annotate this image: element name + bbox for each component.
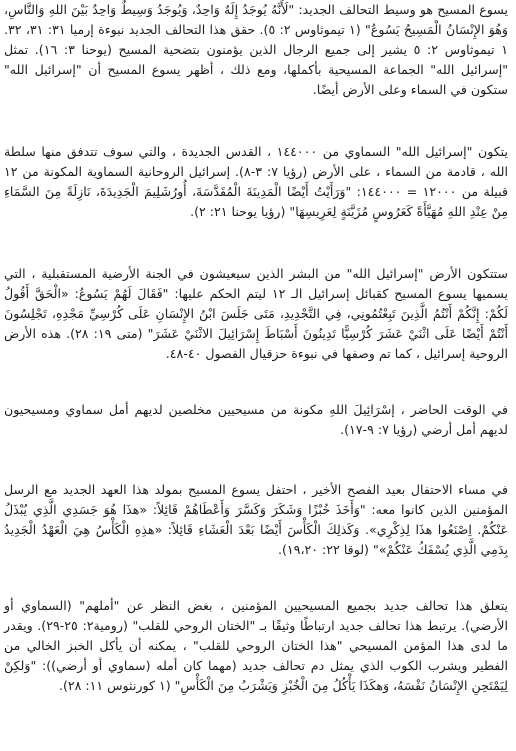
paragraph-last-passover: في مساء الاحتفال بعيد الفصح الأخير ، احتفل يسوع المسيح بمولد هذا العهد الجديد مع الرسل المؤمنين الذين كانوا معه: "وَأَخَذَ خُبْزًا وَشَكَرَ وَكَسَّرَ وَأَعْطَاهُمْ قَائِلاً: «هذَا هُوَ جَسَدِي الَّذِي يُبْذَلُ عَنْكُمْ. اِصْنَعُوا هذَا لِذِكْرِي». وَكَذلِكَ الْكَأْسَ أَيْضًا بَعْدَ الْعَشَاءِ قَائِلاً: «هذِهِ الْكَأْسُ هِيَ الْعَهْدُ الْجَدِيدُ بِدَمِي الَّذِي يُسْفَكُ عَنْكُمْ»" (لوقا ٢٢: ١٩،٢٠).	[4, 482, 508, 557]
paragraph-covenant-all-christians: يتعلق هذا تحالف جديد بجميع المسيحيين المؤمنين ، بغض النظر عن "أملهم" (السماوي أو الأرضي). يرتبط هذا تحالف جديد ارتباطًا وثيقًا بـ "الختان الروحي للقلب" (رومية٢: ٢٥-٢٩). ويقدر ما لدى هذا المؤمن المسيحي "هذا الختان الروحي للقلب" ، يمكنه أن يأكل الخبز الخالي من الفطير ويشرب الكوب الذي يمثل دم تحالف جديد (مهما كان أمله (سماوي أو أرضي)): "وَلكِنْ لِيَمْتَحِنِ الإِنْسَانُ نَفْسَهُ، وَهكَذَا يَأْكُلُ مِنَ الْخُبْزِ وَيَشْرَبُ مِنَ الْكَأْسِ" (١ كورنثوس ١١: ٢٨).	[4, 598, 508, 693]
paragraph-earthly-israel: ستتكون الأرض "إسرائيل الله" من البشر الذين سيعيشون في الجنة الأرضية المستقبلية ، التي يسميها يسوع المسيح كقبائل إسرائيل الـ ١٢ ليتم الحكم عليها: "فَقَالَ لَهُمْ يَسُوعُ: «الْحَقَّ أَقُولُ لَكُمْ: إِنَّكُمْ أَنْتُمُ الَّذِينَ تَبِعْتُمُونِي، فِي التَّجْدِيدِ، مَتَى جَلَسَ ابْنُ الإِنْسَانِ عَلَى كُرْسِيِّ مَجْدِهِ، تَجْلِسُونَ أَنْتُمْ أَيْضًا عَلَى اثْنَيْ عَشَرَ كُرْسِيًّا تَدِينُونَ أَسْبَاطَ إِسْرَائِيلَ الاثْنَيْ عَشَرَ" (متى ١٩: ٢٨). هذه الأرض الروحية إسرائيل ، كما تم وصفها في نبوءة حزقيال الفصول ٤٠-٤٨.	[4, 266, 509, 361]
paragraph-new-covenant-mediator: يسوع المسيح هو وسيط التحالف الجديد: "لَأَنَّهُ يُوجَدُ إِلَهٌ وَاحِدٌ، وَيُوجَدُ وَسِيطٌ وَاحِدٌ بَيْنَ اللهِ وَالنَّاسِ، وَهُوَ الإِنْسَانُ الْمَسِيحُ يَسُوعُ" (١ تيموثاوس ٢: ٥). حقق هذا التحالف الجديد نبوءة إرميا ٣١: ٣١، ٣٢. ١ تيموثاوس ٢: ٥ يشير إلى جميع الرجال الذين يؤمنون بتضحية المسيح (يوحنا ٣: ١٦). تمثل "إسرائيل الله" الجماعة المسيحية بأكملها، ومع ذلك ، أظهر يسوع المسيح أن "إسرائيل الله" ستكون في السماء وعلى الأرض أيضًا.	[4, 2, 509, 97]
paragraph-spacer	[4, 100, 508, 142]
paragraph-spacer	[4, 560, 508, 596]
paragraph-spacer	[4, 440, 508, 480]
paragraph-spacer	[4, 222, 508, 264]
paragraph-present-time: في الوقت الحاضر ، إسْرَائِيلَ اللهِ مكونة من مسيحيين مخلصين لديهم أمل سماوي ومسيحيون لديهم أمل أرضي (رؤيا ٧: ٩-١٧).	[4, 402, 508, 437]
paragraph-heavenly-israel: يتكون "إسرائيل الله" السماوي من ١٤٤٠٠٠ ، القدس الجديدة ، والتي سوف تتدفق منها سلطة الله ، قادمة من السماء ، على الأرض (رؤيا ٧: ٣-٨). إسرائيل الروحانية السماوية المكونة من ١٢ قبيلة من ١٢٠٠٠ = ١٤٤٠٠٠: "وَرَأَيْتُ أَيْضًا الْمَدِينَةَ الْمُقَدَّسَةَ، أُورُشَلِيمَ الْجَدِيدَةَ، نَازِلَةً مِنَ السَّمَاءِ مِنْ عِنْدِ اللهِ مُهَيَّأَةً كَعَرُوسٍ مُزَيَّنَةٍ لِعَرِيسِهَا" (رؤيا يوحنا ٢١: ٢).	[4, 144, 508, 219]
paragraph-spacer	[4, 364, 508, 400]
